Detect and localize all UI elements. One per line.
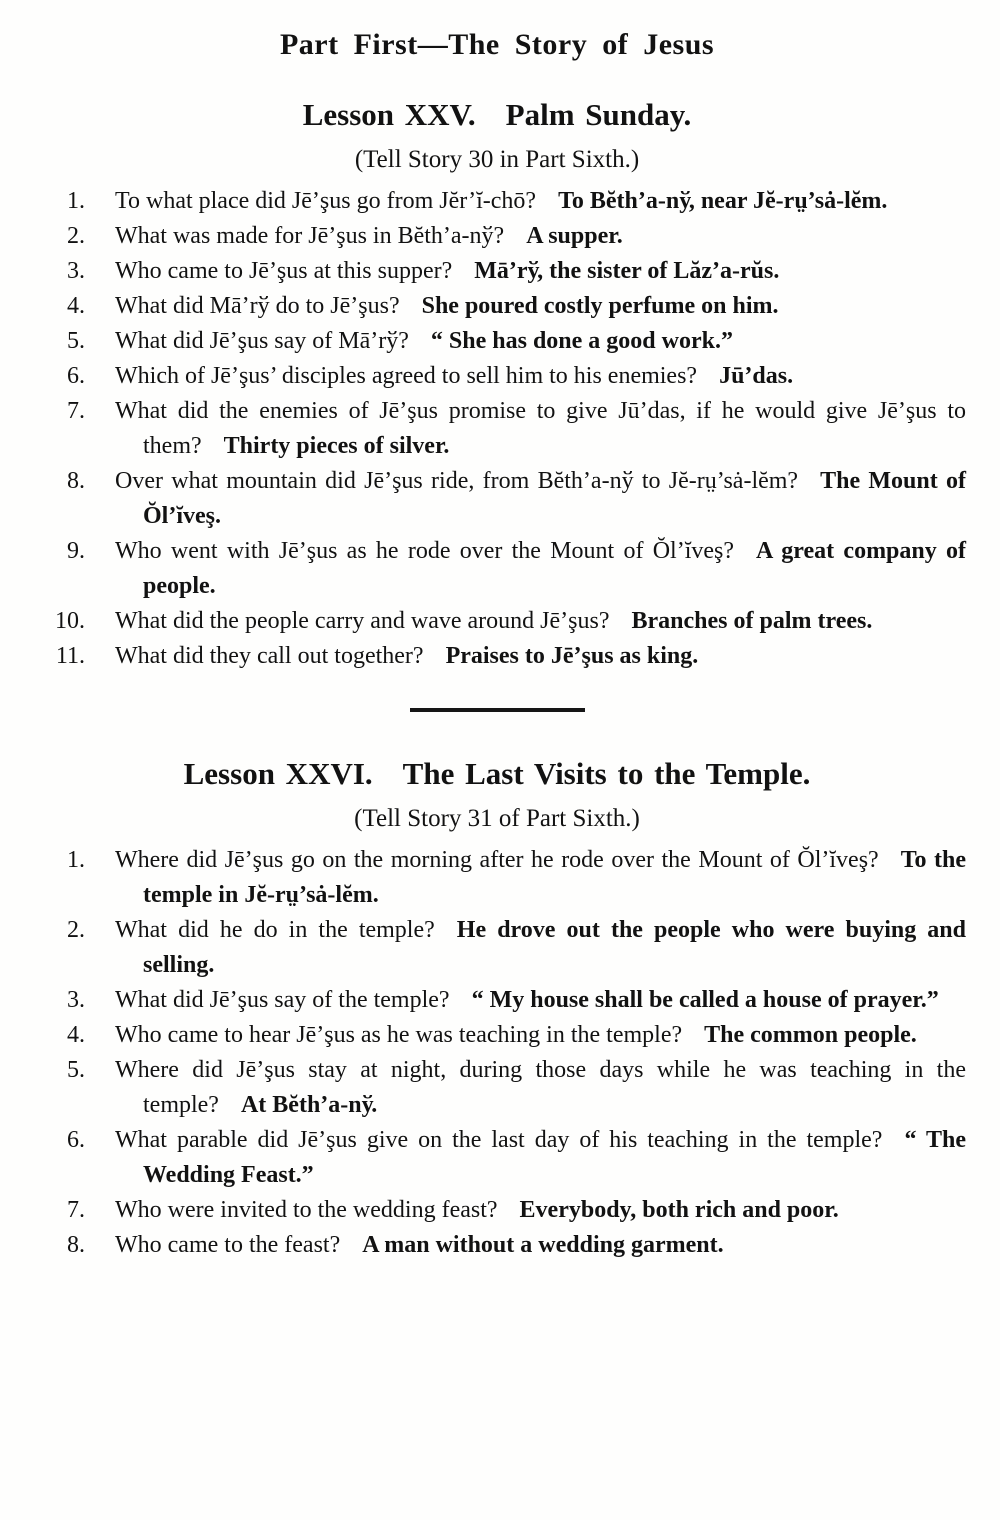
qa-number: 3. xyxy=(67,987,85,1013)
qa-question: What did Jē’şus say of Mā’rў? xyxy=(115,328,409,354)
lesson-26-section xyxy=(28,756,966,1263)
qa-answer: She poured costly perfume on him. xyxy=(421,293,779,319)
part-title: Part First—The Story of Jesus xyxy=(279,28,715,61)
qa-item xyxy=(28,983,966,1018)
lesson-25-heading xyxy=(28,97,966,133)
qa-answer: He drove out the people who were buying and selling. xyxy=(143,917,967,978)
qa-question: Over what mountain did Jē’şus ride, from Bĕth’a-nў to Jĕ-rṳ’sȧ-lĕm? xyxy=(115,468,799,494)
qa-question: To what place did Jē’şus go from Jĕr’ĭ-chō? xyxy=(115,188,537,214)
qa-question: What was made for Jē’şus in Bĕth’a-nў? xyxy=(115,223,505,249)
qa-item xyxy=(28,1228,966,1263)
qa-answer: A supper. xyxy=(526,223,623,249)
qa-number: 6. xyxy=(67,363,85,389)
lesson-26-heading xyxy=(28,756,966,792)
qa-number: 11. xyxy=(55,643,85,669)
qa-answer: Jū’das. xyxy=(719,363,794,389)
qa-answer: At Bĕth’a-nў. xyxy=(240,1092,378,1118)
qa-item xyxy=(28,464,966,534)
qa-question: Who came to hear Jē’şus as he was teaching in the temple? xyxy=(115,1022,683,1048)
qa-item xyxy=(28,1018,966,1053)
qa-item xyxy=(28,843,966,913)
section-divider xyxy=(410,708,585,712)
qa-number: 5. xyxy=(67,1057,85,1083)
qa-item xyxy=(28,359,966,394)
qa-number: 1. xyxy=(67,188,85,214)
qa-number: 8. xyxy=(67,1232,85,1258)
qa-answer: A great company of people. xyxy=(143,538,967,599)
qa-question: What did the enemies of Jē’şus promise to give Jū’das, if he would give Jē’şus to them? xyxy=(115,398,966,459)
qa-answer: To the temple in Jĕ-rṳ’sȧ-lĕm. xyxy=(143,847,967,908)
lesson-26-note: (Tell Story 31 of Part Sixth.) xyxy=(354,805,640,832)
qa-answer: Thirty pieces of silver. xyxy=(223,433,450,459)
lesson-25-section xyxy=(28,97,966,674)
qa-question: Who went with Jē’şus as he rode over the Mount of Ŏl’ĭveş? xyxy=(115,538,735,564)
qa-item xyxy=(28,324,966,359)
qa-item xyxy=(28,254,966,289)
qa-number: 10. xyxy=(55,608,85,634)
qa-item xyxy=(28,1053,966,1123)
qa-number: 7. xyxy=(67,1197,85,1223)
qa-answer: Mā’rў, the sister of Lăz’a-rŭs. xyxy=(474,258,780,284)
qa-question: Where did Jē’şus stay at night, during those days while he was teaching in the temple? xyxy=(115,1057,966,1118)
qa-item xyxy=(28,289,966,324)
qa-item xyxy=(28,394,966,464)
qa-question: What did he do in the temple? xyxy=(115,917,435,943)
qa-question: Who came to Jē’şus at this supper? xyxy=(115,258,453,284)
qa-question: What did Mā’rў do to Jē’şus? xyxy=(115,293,400,319)
qa-item xyxy=(28,1123,966,1193)
qa-answer: Praises to Jē’şus as king. xyxy=(445,643,699,669)
qa-number: 1. xyxy=(67,847,85,873)
qa-answer: A man without a wedding garment. xyxy=(362,1232,724,1258)
lesson-25-title: Palm Sunday. xyxy=(505,97,692,132)
qa-number: 7. xyxy=(67,398,85,424)
qa-answer: Branches of palm trees. xyxy=(631,608,873,634)
lesson-25-note: (Tell Story 30 in Part Sixth.) xyxy=(354,146,640,173)
qa-item xyxy=(28,1193,966,1228)
qa-question: What did they call out together? xyxy=(115,643,424,669)
qa-question: Who came to the feast? xyxy=(115,1232,341,1258)
qa-question: What did Jē’şus say of the temple? xyxy=(115,987,450,1013)
qa-answer: “ My house shall be called a house of prayer.” xyxy=(471,987,939,1013)
qa-answer: “ The Wedding Feast.” xyxy=(143,1127,966,1188)
qa-item xyxy=(28,604,966,639)
qa-number: 9. xyxy=(67,538,85,564)
qa-question: Where did Jē’şus go on the morning after he rode over the Mount of Ŏl’ĭveş? xyxy=(115,847,879,873)
lesson-25-qa-list xyxy=(28,184,966,674)
qa-item xyxy=(28,219,966,254)
qa-answer: “ She has done a good work.” xyxy=(430,328,733,354)
qa-item xyxy=(28,184,966,219)
lesson-26-label: Lesson XXVI. xyxy=(183,756,373,791)
qa-answer: Everybody, both rich and poor. xyxy=(519,1197,839,1223)
qa-number: 6. xyxy=(67,1127,85,1153)
qa-item xyxy=(28,639,966,674)
qa-number: 8. xyxy=(67,468,85,494)
qa-question: Which of Jē’şus’ disciples agreed to sell him to his enemies? xyxy=(115,363,698,389)
qa-number: 5. xyxy=(67,328,85,354)
qa-number: 4. xyxy=(67,1022,85,1048)
qa-number: 3. xyxy=(67,258,85,284)
qa-number: 2. xyxy=(67,917,85,943)
lesson-25-label: Lesson XXV. xyxy=(302,97,476,132)
lesson-26-qa-list xyxy=(28,843,966,1263)
qa-question: What parable did Jē’şus give on the last day of his teaching in the temple? xyxy=(115,1127,883,1153)
qa-answer: To Bĕth’a-nў, near Jĕ-rṳ’sȧ-lĕm. xyxy=(558,188,888,214)
qa-number: 4. xyxy=(67,293,85,319)
qa-item xyxy=(28,913,966,983)
qa-answer: The common people. xyxy=(704,1022,917,1048)
qa-question: Who were invited to the wedding feast? xyxy=(115,1197,498,1223)
qa-question: What did the people carry and wave around Jē’şus? xyxy=(115,608,610,634)
qa-answer: The Mount of Ŏl’ĭveş. xyxy=(143,468,967,529)
lesson-26-title: The Last Visits to the Temple. xyxy=(402,756,811,791)
qa-item xyxy=(28,534,966,604)
qa-number: 2. xyxy=(67,223,85,249)
